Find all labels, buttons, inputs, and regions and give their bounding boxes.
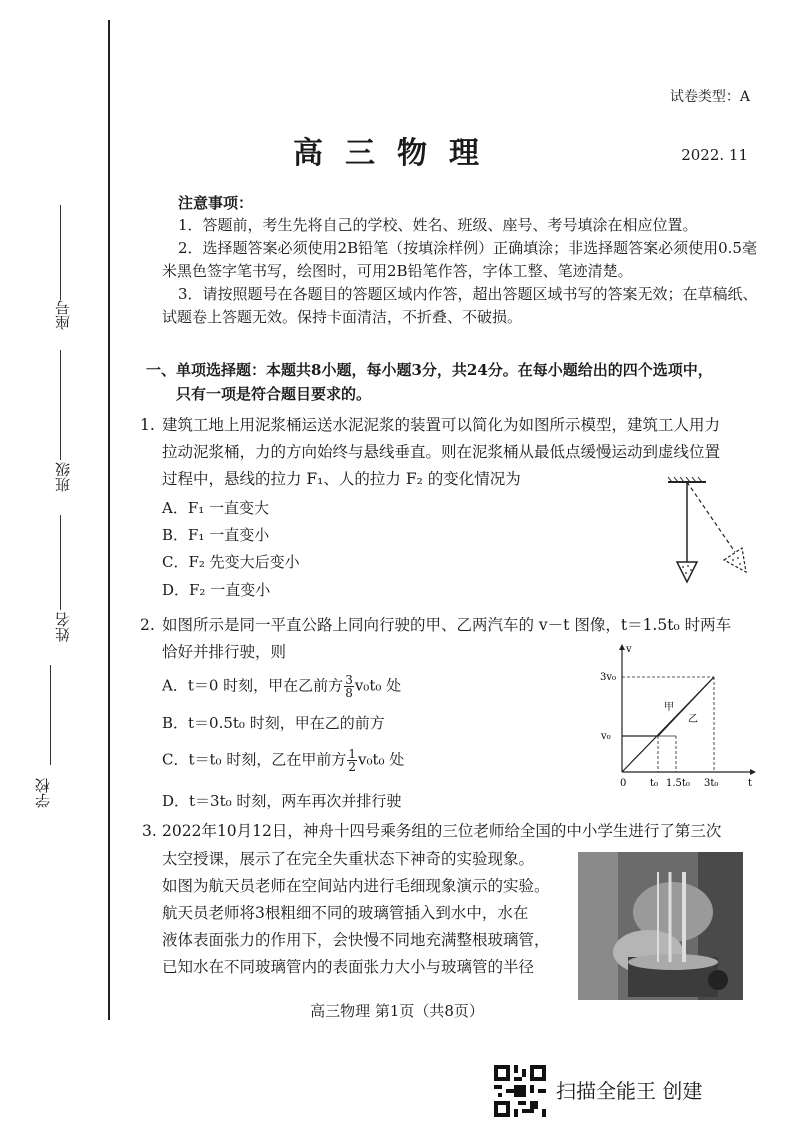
notice-item-3: 3．请按照题号在各题目的答题区域内作答，超出答题区域书写的答案无效；在草稿纸、试题卷上答题无效。保持卡面清洁，不折叠、不破损。 [162, 285, 758, 326]
q1-option-d: D．F₂ 一直变小 [162, 581, 271, 599]
y-3v0-label: 3v₀ [600, 672, 617, 683]
origin-label: 0 [620, 778, 627, 789]
q2-option-b: B．t＝0.5t₀ 时刻，甲在乙的前方 [162, 714, 385, 732]
q3-stem [162, 846, 582, 981]
q2-option-a-fraction: $\frac{3}{8}$ [345, 673, 353, 700]
q2-option-d: D．t＝3t₀ 时刻，两车再次并排行驶 [162, 792, 402, 810]
q3-line5: 液体表面张力的作用下，会快慢不同地充满整根玻璃管， [162, 931, 550, 949]
q1-number: 1. [140, 416, 155, 434]
section-heading-line1: 一、单项选择题：本题共8小题，每小题3分，共24分。在每小题给出的四个选项中， [146, 361, 713, 379]
q3-line6: 已知水在不同玻璃管内的表面张力大小与玻璃管的半径 [162, 958, 535, 976]
q3-line4: 航天员老师将3根粗细不同的玻璃管插入到水中，水在 [162, 904, 529, 922]
q2-line1: 如图所示是同一平直公路上同向行驶的甲、乙两汽车的 v－t 图像，t＝1.5t₀ 时两车 [162, 616, 732, 634]
school-label: 学校 [34, 778, 52, 808]
q3-line1: 2022年10月12日，神舟十四号乘务组的三位老师给全国的中小学生进行了第三次 [162, 822, 722, 840]
school-blank-line [50, 665, 51, 765]
page-footer: 高三物理 第1页（共8页） [310, 1002, 484, 1020]
notice-heading: 注意事项： [178, 194, 254, 212]
q1-line1: 建筑工地上用泥浆桶运送水泥泥浆的装置可以简化为如图所示模型，建筑工人用力 [162, 416, 721, 434]
scanner-watermark: 扫描全能王 创建 [556, 1079, 703, 1103]
q2-vt-graph [600, 640, 760, 790]
exam-type: 试卷类型：A [669, 89, 750, 105]
q1-line3: 过程中，悬线的拉力 F₁、人的拉力 F₂ 的变化情况为 [162, 470, 521, 488]
section-heading-line2: 只有一项是符合题目要求的。 [176, 385, 372, 403]
x-15t0-label: 1.5t₀ [666, 778, 690, 789]
q3-line3: 如图为航天员老师在空间站内进行毛细现象演示的实验。 [162, 877, 550, 895]
q2-option-c: C．t＝t₀ 时刻，乙在甲前方 $\frac{1}{2}$ v₀t₀ 处 [162, 747, 405, 774]
q2-option-a: A．t＝0 时刻，甲在乙前方 $\frac{3}{8}$ v₀t₀ 处 [162, 673, 402, 700]
name-blank-line [60, 515, 61, 610]
q2-line2: 恰好并排行驶，则 [162, 643, 287, 661]
exam-date: 2022. 11 [681, 146, 748, 164]
q1-bucket-diagram [660, 474, 760, 594]
q1-option-b: B．F₁ 一直变小 [162, 526, 270, 544]
seat-label: 座号 [54, 300, 72, 330]
q2-option-c-fraction: $\frac{1}{2}$ [348, 747, 356, 774]
notice-body [162, 214, 758, 329]
notice-item-1: 1．答题前，考生先将自己的学校、姓名、班级、座号、考号填涂在相应位置。 [178, 216, 698, 234]
notice-item-2: 2．选择题答案必须使用2B铅笔（按填涂样例）正确填涂；非选择题答案必须使用0.5毫米黑色签字笔书写，绘图时，可用2B铅笔作答，字体工整、笔迹清楚。 [162, 239, 757, 280]
jia-label: 甲 [664, 702, 674, 713]
t-axis-label: t [748, 778, 753, 789]
seat-blank-line [60, 205, 61, 300]
class-blank-line [60, 350, 61, 460]
q1-option-a: A．F₁ 一直变大 [162, 499, 270, 517]
q2-number: 2. [140, 616, 155, 634]
q3-photo [578, 852, 743, 1000]
q1-option-c: C．F₂ 先变大后变小 [162, 553, 300, 571]
q3-line2: 太空授课，展示了在完全失重状态下神奇的实验现象。 [162, 850, 535, 868]
q1-line2: 拉动泥浆桶，力的方向始终与悬线垂直。则在泥浆桶从最低点缓慢运动到虚线位置 [162, 443, 721, 461]
page-title: 高三物理 [293, 136, 501, 171]
name-label: 姓名 [54, 612, 72, 642]
q3-number: 3. [142, 822, 157, 840]
qr-code-icon [494, 1065, 546, 1117]
x-3t0-label: 3t₀ [704, 778, 719, 789]
section-heading [146, 358, 760, 406]
y-v0-label: v₀ [601, 731, 611, 742]
class-label: 班级 [54, 462, 72, 492]
x-t0-label: t₀ [650, 778, 659, 789]
v-axis-label: v [626, 644, 632, 655]
yi-label: 乙 [688, 714, 698, 725]
